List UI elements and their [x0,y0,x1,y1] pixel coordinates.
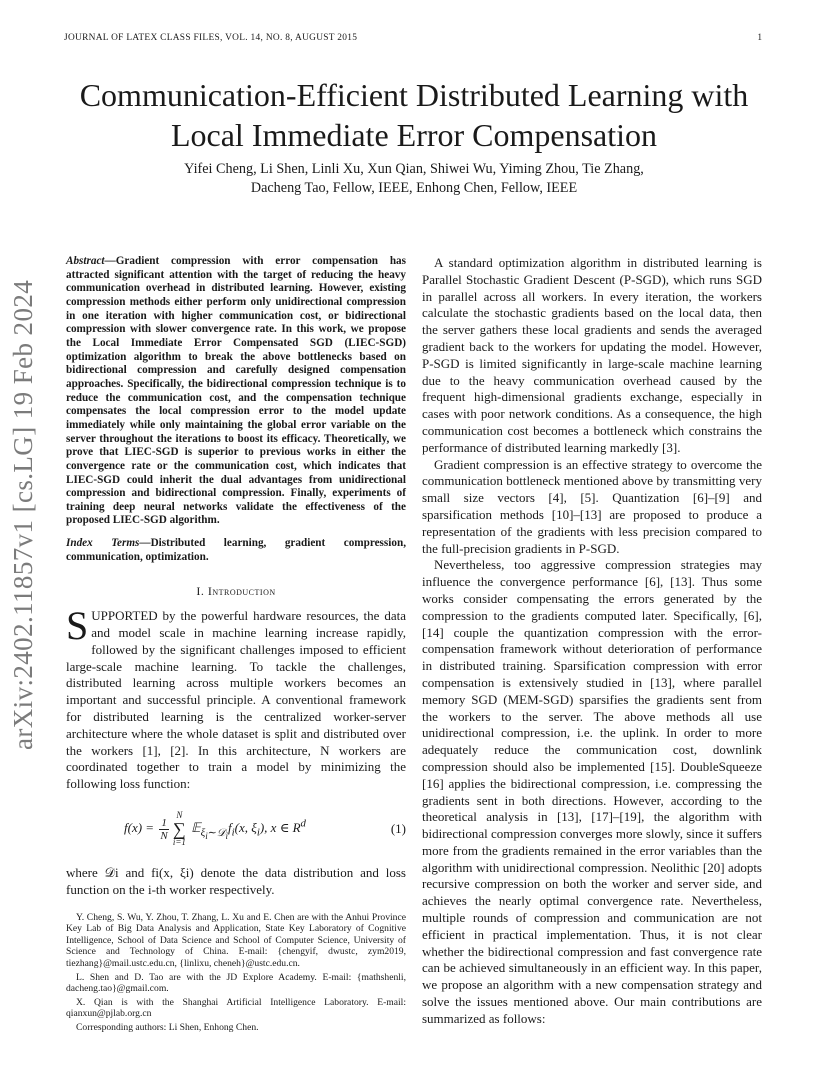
equation-1 [66,807,406,851]
abstract [66,255,406,528]
loss-function-formula: f(x) = $\frac{1}{N}$ N ∑ i=1 $𝔼_{\xi_i\sim 𝒟_i}f_i(x$, $\xi_i$), x ∈ $R^d$ [124,810,306,847]
footnote: Y. Cheng, S. Wu, Y. Zhou, T. Zhang, L. Xu and E. Chen are with the Anhui Province Key Lab of Big Data Analysis and Application, State Key Laboratory of Cognitive Intelligence, School of Data Science and School of Computer Science, University of Science and Technology of China. E-mail: {chengyif, dwustc, zym2019, tiezhang}@mail.ustc.edu.cn, {linlixu, cheneh}@ustc.edu.cn. [66,911,406,969]
abstract-label: Abstract [66,255,105,267]
index-terms [66,537,406,564]
running-header: JOURNAL OF LATEX CLASS FILES, VOL. 14, NO. 8, AUGUST 2015 [64,33,358,43]
footnote: X. Qian is with the Shanghai Artificial Intelligence Laboratory. E-mail: qianxun@pjlab.org.cn [66,996,406,1020]
body-paragraph: Gradient compression is an effective strategy to overcome the communication bottleneck mentioned above by transmitting very small size vectors [4], [5]. Quantization [6]–[9] and sparsification methods [10]–[13] are proposed to produce a representation of the gradients with less precision compared to the full-precision gradients in P-SGD. [422,456,762,556]
footnote: Corresponding authors: Li Shen, Enhong Chen. [76,1021,259,1033]
arxiv-stamp: arXiv:2402.11857v1 [cs.LG] 19 Feb 2024 [8,279,38,750]
section-heading: I. Introduction [196,584,276,599]
equation-number: (1) [390,820,406,836]
author-list [80,160,748,198]
index-terms-label: Index Terms [66,537,140,550]
drop-cap: S [66,603,89,649]
intro-text: UPPORTED by the powerful hardware resources, the data and model scale in machine learning increase rapidly, followed by the significant challenges imposed to efficient large-scale machine learning. To tackle the challenges, distributed learning across multiple workers becomes an important and successful principle. A conventional framework for distributed learning is the centralized worker-server architecture where the whole dataset is split and distributed over the workers [1], [2]. In this architecture, N workers are coordinated together to train a model by minimizing the following loss function: [66,608,406,792]
authors-line-1: Yifei Cheng, Li Shen, Linli Xu, Xun Qian, Shiwei Wu, Yiming Zhou, Tie Zhang, [184,161,644,177]
intro-paragraph [66,603,406,793]
body-paragraph: Nevertheless, too aggressive compression strategies may influence the convergence performance [6], [13]. Thus some works consider compensating the errors generated by the compression to the gradients computed later. Specifically, [6], [14] couple the quantization compression with the error-compensation framework without deterioration of performance in distributed training. Sparsification compression with error compensation is extensively studied in [13], where parallel memory SGD (MEM-SGD) sparsifies the gradients sent from the workers to the server. The above methods all use unidirectional compression, i.e. the uplink. In order to more adequately reduce the communication cost, downlink compression should also be implemented [15]. DoubleSqueeze [16] applies the bidirectional compression, i.e. compressing the gradients sent in both directions. However, according to the theoretical analysis in [13], [17]–[19], the algorithm with bidirectional compression converges more slowly, since it suffers more from the gradients remained in the error variables than the algorithm with unidirectional compression. Neolithic [20] adopts recursive compression on both the worker and server side, and achieves the nearly optimal convergence rate. Nevertheless, multiple rounds of compression and communication are not efficient in practical implementation. Thus, it is not clear whether the bidirectional compression and fast convergence rate can be achieved simultaneously in an efficient way. In this paper, we propose an algorithm with a new compensation strategy and solve the issues mentioned above. Our main contributions are summarized as follows: [422,557,762,1026]
authors-line-2: Dacheng Tao, Fellow, IEEE, Enhong Chen, Fellow, IEEE [250,180,578,196]
intro-paragraph-2: where 𝒟i and fi(x, ξi) denote the data distribution and loss function on the i-th worker respectively. [66,865,406,897]
left-column [66,255,406,1036]
paper-title: Communication-Efficient Distributed Learning with Local Immediate Error Compensation [79,77,749,153]
page-number: 1 [757,33,762,43]
index-terms-text: —Distributed learning, gradient compression, communication, optimization. [66,537,406,563]
footnotes [66,912,406,1034]
abstract-text: —Gradient compression with error compensation has attracted significant attention with the target of reducing the heavy communication overhead in distributed learning. However, existing compression methods either perform only unidirectional compression in one iteration with higher communication cost, or bidirectional compression with slower convergence rate. In this work, we propose the Local Immediate Error Compensated SGD (LIEC-SGD) optimization algorithm to break the above bottlenecks based on bidirectional compression and carefully designed compensation approaches. Specifically, the bidirectional compression technique is to reduce the communication cost, and the compensation technique compensates the local compression error to the model update immediately while only maintaining the global error variable on the server throughout the iterations to boost its efficacy. Theoretically, we prove that LIEC-SGD is superior to previous works in either the convergence rate or the communication cost, which indicates that LIEC-SGD could inherit the dual advantages from unidirectional compression and bidirectional compression. Finally, experiments of training deep neural networks validate the effectiveness of the proposed LIEC-SGD algorithm. [66,255,406,527]
footnote: L. Shen and D. Tao are with the JD Explore Academy. E-mail: {mathshenli, dacheng.tao}@gmail.com. [66,971,406,995]
body-paragraph: A standard optimization algorithm in distributed learning is Parallel Stochastic Gradient Descent (P-SGD), which runs SGD in parallel across all workers. In every iteration, the workers calculate the stochastic gradients based on the local data, then the server gathers these local gradients and sends the averaged gradient back to the workers for updating the model. However, P-SGD is limited significantly in large-scale machine learning due to the heavy communication overhead caused by the frequent high-dimensional gradients exchange, especially in cases with poor network conditions. As a consequence, the high communication cost becomes a bottleneck which constrains the performance of distributed learning markedly [3]. [422,255,762,455]
right-column [422,255,762,1028]
